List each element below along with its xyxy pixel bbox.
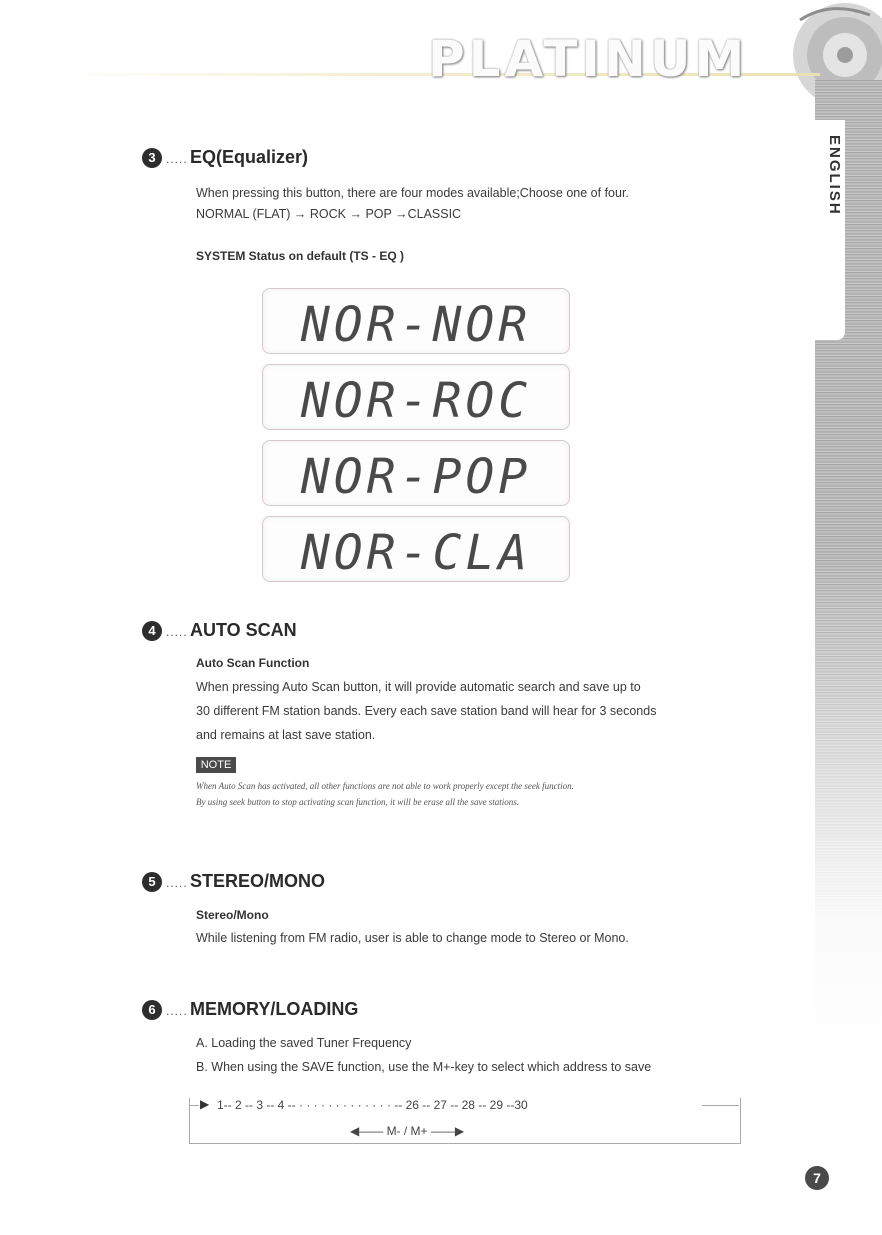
lcd-display-text: NOR-CLA (300, 525, 532, 581)
leader-dots: ..... (166, 876, 188, 890)
section-title: MEMORY/LOADING (190, 999, 359, 1019)
brand-wordmark: PLATINUM (428, 30, 749, 88)
note-text-line: When Auto Scan has activated, all other functions are not able to work properly except the seek function. (196, 781, 574, 791)
note-text-line: By using seek button to stop activating scan function, it will be erase all the save stations. (196, 797, 519, 807)
leader-dots: ..... (166, 1004, 188, 1018)
note-badge: NOTE (196, 757, 236, 773)
section-text-line: 30 different FM station bands. Every each save station band will hear for 3 seconds (196, 704, 657, 718)
lcd-display-text: NOR-ROC (300, 373, 532, 429)
lcd-display (262, 364, 570, 430)
lcd-display-text: NOR-POP (300, 449, 532, 505)
section-title: EQ(Equalizer) (190, 147, 309, 167)
section-text-line: NORMAL (FLAT) → ROCK → POP →CLASSIC (196, 207, 462, 221)
section-number-badge: 5 (142, 872, 162, 892)
section-number-badge: 6 (142, 1000, 162, 1020)
memory-sequence: 1-- 2 -- 3 -- 4 -- · · · · · · · · · · · · · -- 26 -- 27 -- 28 -- 29 --30 (217, 1098, 528, 1112)
status-label: SYSTEM Status on default (TS - EQ ) (196, 249, 405, 263)
section-text-line: When pressing this button, there are four modes available;Choose one of four. (196, 186, 629, 200)
language-tab-label: ENGLISH (826, 135, 843, 216)
lcd-display-text: NOR-NOR (300, 297, 532, 353)
leader-dots: ..... (166, 152, 188, 166)
section-number-badge: 4 (142, 621, 162, 641)
section-text-line: When pressing Auto Scan button, it will provide automatic search and save up to (196, 680, 641, 694)
page-number: 7 (805, 1166, 829, 1190)
right-arrow-icon: ▶ (200, 1097, 210, 1111)
lcd-display (262, 288, 570, 354)
lcd-display (262, 516, 570, 582)
section-text-line: and remains at last save station. (196, 728, 376, 742)
side-bar-fade (815, 560, 882, 1080)
section-title: AUTO SCAN (190, 620, 297, 640)
section-text-line: B. When using the SAVE function, use the M+-key to select which address to save (196, 1060, 652, 1074)
section-subtitle: Auto Scan Function (196, 656, 310, 670)
leader-dots: ..... (166, 625, 188, 639)
section-text-line: A. Loading the saved Tuner Frequency (196, 1036, 412, 1050)
m-minus-m-plus-label: ◀—— M- / M+ ——▶ (350, 1124, 465, 1138)
sequence-line (189, 1105, 199, 1106)
section-subtitle: Stereo/Mono (196, 908, 269, 922)
section-title: STEREO/MONO (190, 871, 326, 891)
section-number-badge: 3 (142, 148, 162, 168)
section-text-line: While listening from FM radio, user is able to change mode to Stereo or Mono. (196, 931, 629, 945)
sequence-line (702, 1105, 739, 1106)
lcd-display (262, 440, 570, 506)
